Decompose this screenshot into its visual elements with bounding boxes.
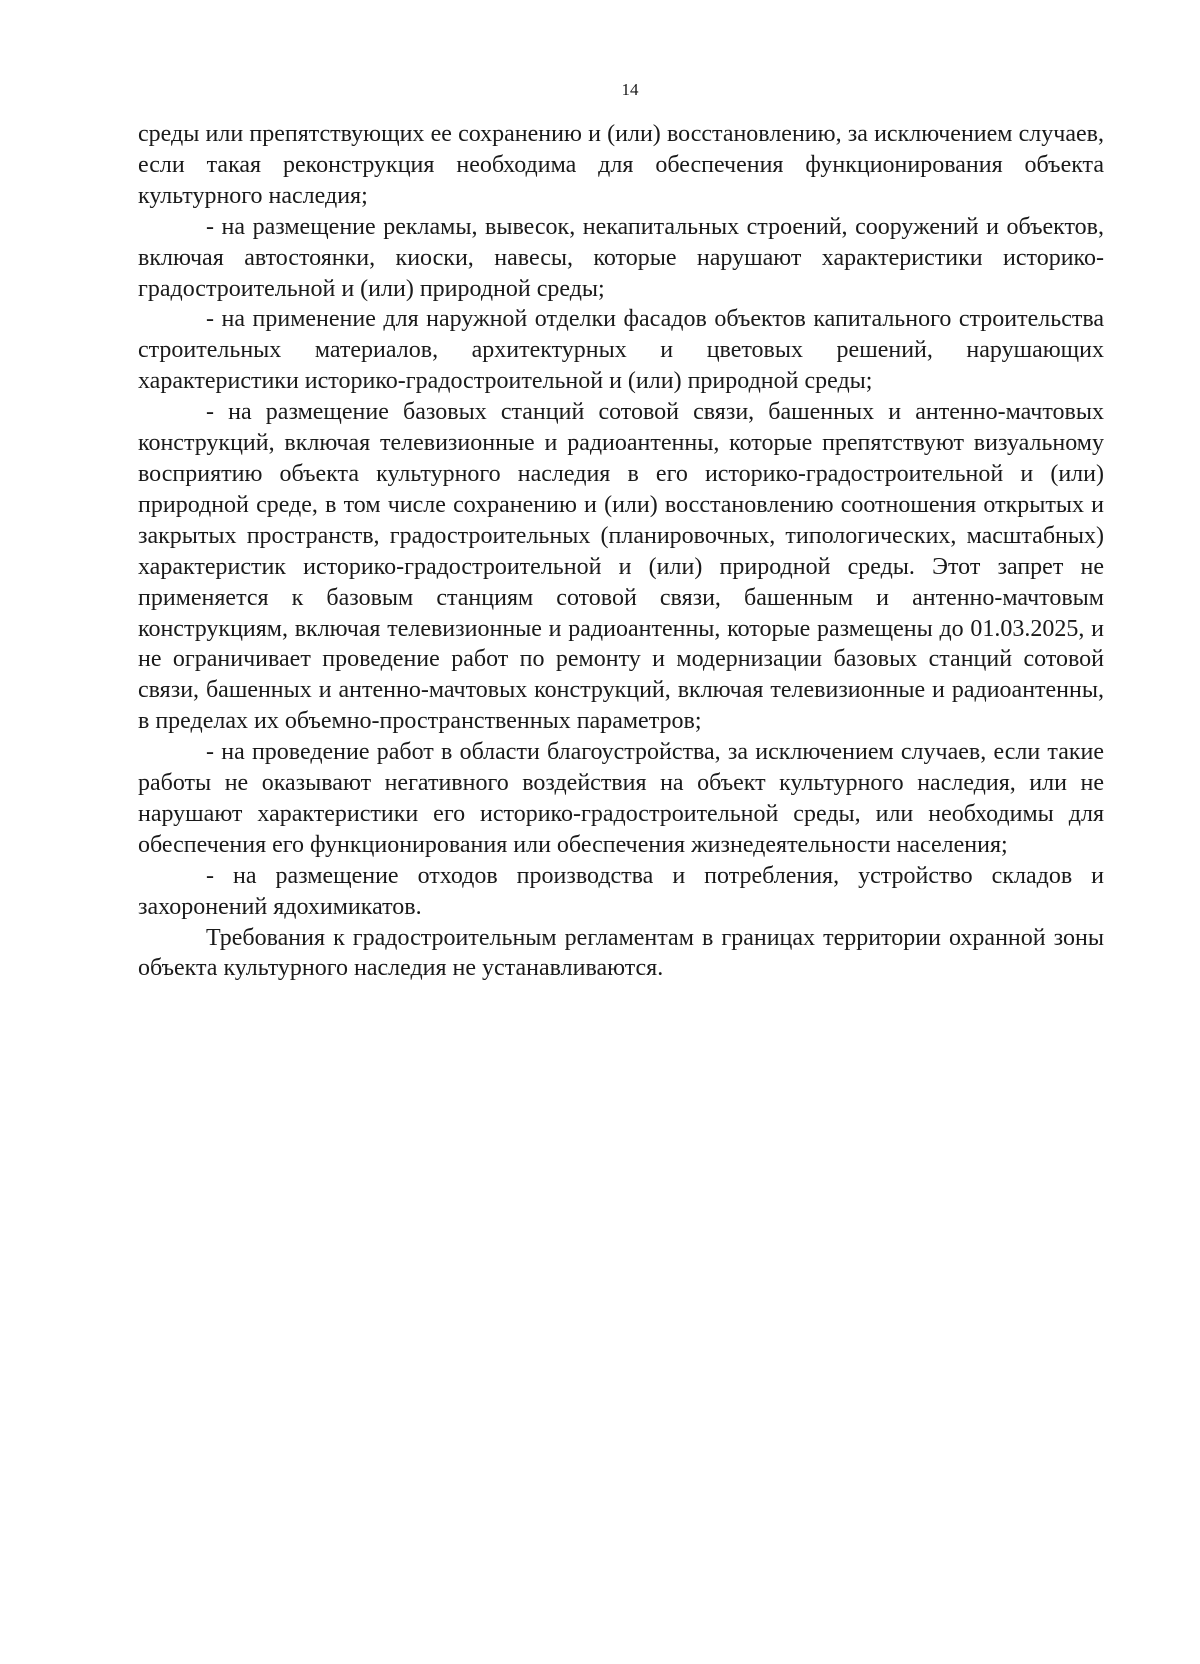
document-body — [138, 119, 1104, 984]
paragraph-advertising-ban: - на размещение рекламы, вывесок, некапитальных строений, сооружений и объектов, включая автостоянки, киоски, навесы, которые нарушают характеристики историко-градостроительной и (или) природной среды; — [138, 213, 1104, 302]
page-number: 14 — [621, 80, 639, 99]
paragraph-cell-stations-ban: - на размещение базовых станций сотовой связи, башенных и антенно-мачтовых конструкций, включая телевизионные и радиоантенны, которые препятствуют визуальному восприятию объекта культурного наследия в его историко-градостроительной и (или) природной среде, в том числе сохранению и (или) восстановлению соотношения открытых и закрытых пространств, градостроительных (планировочных, типологических, масштабных) характеристик историко-градостроительной и (или) природной среды. Этот запрет не применяется к базовым станциям сотовой связи, башенным и антенно-мачтовым конструкциям, включая телевизионные и радиоантенны, которые размещены до 01.03.2025, и не ограничивает проведение работ по ремонту и модернизации базовых станций сотовой связи, башенных и антенно-мачтовых конструкций, включая телевизионные и радиоантенны, в пределах их объемно-пространственных параметров; — [138, 399, 1104, 735]
paragraph-continuation: среды или препятствующих ее сохранению и (или) восстановлению, за исключением случаев, если такая реконструкция необходима для обеспечения функционирования объекта культурного наследия; — [138, 121, 1104, 209]
paragraph-regulations-note: Требования к градостроительным регламентам в границах территории охранной зоны объекта культурного наследия не устанавливаются. — [138, 924, 1104, 982]
paragraph-landscaping-ban: - на проведение работ в области благоустройства, за исключением случаев, если такие работы не оказывают негативного воздействия на объект культурного наследия, или не нарушают характеристики его историко-градостроительной среды, или необходимы для обеспечения его функционирования или обеспечения жизнедеятельности населения; — [138, 739, 1104, 858]
paragraph-waste-ban: - на размещение отходов производства и потребления, устройство складов и захоронений ядохимикатов. — [138, 862, 1104, 920]
paragraph-facade-materials-ban: - на применение для наружной отделки фасадов объектов капитального строительства строительных материалов, архитектурных и цветовых решений, нарушающих характеристики историко-градостроительной и (или) природной среды; — [138, 306, 1104, 395]
